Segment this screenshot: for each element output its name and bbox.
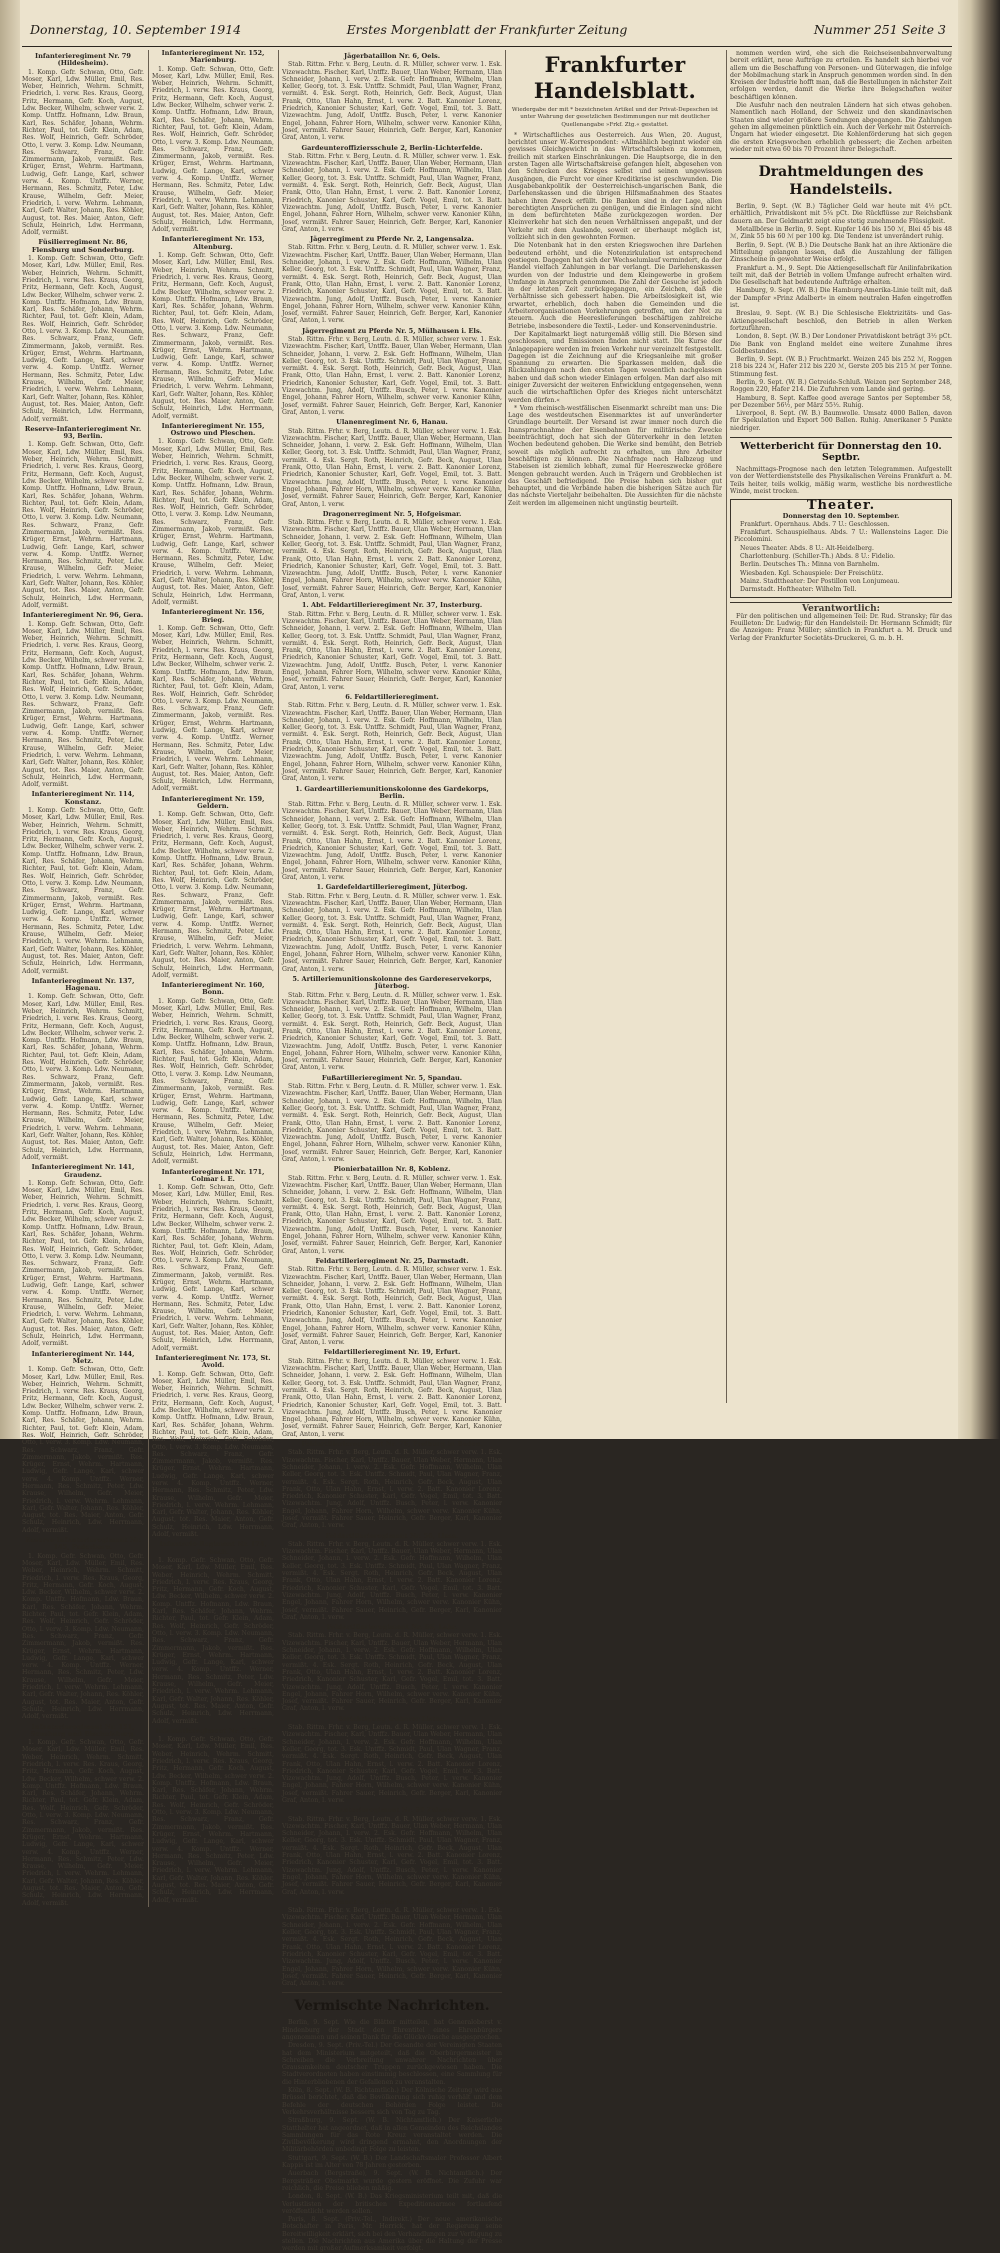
editor-headline: Verantwortlich:: [730, 602, 952, 613]
casualty-list-body: [22, 50, 274, 1907]
news-item: Paris, 8. Sept. (Priv.-Tel., Indirekt.) Der neue amerikanische Botschafter in Paris, Mr. Herrick, hat der Regierung seine Bereitwilligkeit erklärt, sich bei den Verhandlungen zur Verfügung zu stellen. Die Nachrichten aus Amerika über die Haltung der Presse werden mit großer Aufmerksamkeit verfolgt.: [282, 2216, 502, 2253]
handelsblatt-column: [508, 50, 722, 1403]
masthead: Erstes Morgenblatt der Frankfurter Zeitung: [346, 22, 628, 37]
regiment-heading: Infanterieregiment Nr. 153, Altenburg.: [161, 235, 265, 251]
regiment-heading: Infanterieregiment Nr. 96, Gera.: [22, 611, 144, 620]
regiment-heading: Infanterieregiment Nr. 173, St. Avold.: [155, 1353, 271, 1370]
news-item: Auerbach (Bergstraße), 9. Sept. (W. B. Nichtamtlich.) Der Bergsträßer Obstmarkt wurde gestern eröffnet. Die Zufuhr war reichlich, die Preise blieben mäßig.: [282, 2170, 502, 2192]
casualty-entry: 1. Komp. Gefr. Schwan, Otto, Gefr. Moser, Karl, Ldw. Müller, Emil, Res. Weber, Heinrich, Wehrm. Schmitt, Friedrich, l. verw. Res. Kraus, Georg, Fritz, Hermann, Gefr. Koch, August, Ldw. Becker, Wilhelm, schwer verw. 2. Komp. Untffz. Hofmann, Ldw. Braun, Karl, Res. Schäfer, Johann, Wehrm. Richter, Paul, tot. Gefr. Klein, Adam, Res. Wolf, Heinrich, Gefr. Schröder, Otto, l. verw. 3. Komp. Ldw. Neumann, Res. Schwarz, Franz, Gefr. Zimmermann, Jakob, vermißt. Res. Krüger, Ernst, Wehrm. Hartmann, Ludwig, Gefr. Lange, Karl, schwer verw. 4. Komp. Untffz. Werner, Hermann, Res. Schmitz, Peter, Ldw. Krause, Wilhelm, Gefr. Meier, Friedrich, l. verw. Wehrm. Lehmann, Karl, Gefr. Walter, Johann, Res. Köhler, August, tot. Res. Maier, Anton, Gefr. Schulz, Heinrich, Ldw. Herrmann, Adolf, vermißt.: [22, 993, 144, 1161]
theater-listing: Mainz. Stadttheater: Der Postillon von Lonjumeau.: [740, 577, 900, 585]
page-gutter: [0, 0, 20, 1439]
casualty-entry: Stab. Rittm. Frhr. v. Berg, Leutn. d. R. Müller, schwer verw. 1. Esk. Vizewachtm. Fischer, Karl, Untffz. Bauer, Ulan Weber, Hermann, Ulan Schneider, Johann, l. verw. 2. Esk. Gefr. Hoffmann, Wilhelm, Ulan Keller, Georg, tot. 3. Esk. Untffz. Schmidt, Paul, Ulan Wagner, Franz, vermißt. 4. Esk. Sergt. Roth, Heinrich, Gefr. Beck, August, Ulan Frank, Otto, Ulan Hahn, Ernst, l. verw. 2. Batt. Kanonier Lorenz, Friedrich, Kanonier Schuster, Karl, Gefr. Vogel, Emil, tot. 3. Batt. Vizewachtm. Jung, Adolf, Untffz. Busch, Peter, l. verw. Kanonier Engel, Johann, Fahrer Horn, Wilhelm, schwer verw. Kanonier Kühn, Josef, vermißt. Fahrer Sauer, Heinrich, Gefr. Berger, Karl, Kanonier Graf, Anton, l. verw.: [282, 1632, 502, 1713]
theater-listing: Wiesbaden. Kgl. Schauspiele: Der Freischütz.: [740, 569, 884, 577]
regiment-heading: Infanterieregiment Nr. 151, Sensburg und Bischofsburg.: [30, 1722, 136, 1738]
casualty-entry: 1. Komp. Gefr. Schwan, Otto, Gefr. Moser, Karl, Ldw. Müller, Emil, Res. Weber, Heinrich, Wehrm. Schmitt, Friedrich, l. verw. Res. Kraus, Georg, Fritz, Hermann, Gefr. Koch, August, Ldw. Becker, Wilhelm, schwer verw. 2. Komp. Untffz. Hofmann, Ldw. Braun, Karl, Res. Schäfer, Johann, Wehrm. Richter, Paul, tot. Gefr. Klein, Adam, Res. Wolf, Heinrich, Gefr. Schröder, Otto, l. verw. 3. Komp. Ldw. Neumann, Res. Schwarz, Franz, Gefr. Zimmermann, Jakob, vermißt. Res. Krüger, Ernst, Wehrm. Hartmann, Ludwig, Gefr. Lange, Karl, schwer verw. 4. Komp. Untffz. Werner, Hermann, Res. Schmitz, Peter, Ldw. Krause, Wilhelm, Gefr. Meier, Friedrich, l. verw. Wehrm. Lehmann, Karl, Gefr. Walter, Johann, Res. Köhler, August, tot. Res. Maier, Anton, Gefr. Schulz, Heinrich, Ldw. Herrmann, Adolf, vermißt.: [22, 1552, 144, 1721]
news-item: Straßburg, 9. Sept. (W. B. Nichtamtlich.) Der Kaiserliche Statthalter hat angeordnet, daß in allen Gemeinden des Reichslandes Sammlungen für das Rote Kreuz veranstaltet werden. Die Zivilbevölkerung wird dringend ermahnt, den Anordnungen der Militärbehörden unbedingt Folge zu leisten.: [282, 2117, 502, 2154]
casualty-entry: 1. Komp. Gefr. Schwan, Otto, Gefr. Moser, Karl, Ldw. Müller, Emil, Res. Weber, Heinrich, Wehrm. Schmitt, Friedrich, l. verw. Res. Kraus, Georg, Fritz, Hermann, Gefr. Koch, August, Ldw. Becker, Wilhelm, schwer verw. 2. Komp. Untffz. Hofmann, Ldw. Braun, Karl, Res. Schäfer, Johann, Wehrm. Richter, Paul, tot. Gefr. Klein, Adam, Res. Wolf, Heinrich, Gefr. Schröder, Otto, l. verw. 3. Komp. Ldw. Neumann, Res. Schwarz, Franz, Gefr. Zimmermann, Jakob, vermißt. Res. Krüger, Ernst, Wehrm. Hartmann, Ludwig, Gefr. Lange, Karl, schwer verw. 4. Komp. Untffz. Werner, Hermann, Res. Schmitz, Peter, Ldw. Krause, Wilhelm, Gefr. Meier, Friedrich, l. verw. Wehrm. Lehmann, Karl, Gefr. Walter, Johann, Res. Köhler, August, tot. Res. Maier, Anton, Gefr. Schulz, Heinrich, Ldw. Herrmann, Adolf, vermißt.: [22, 620, 144, 789]
trade-wire-headline: Drahtmeldungen des Handelsteils.: [730, 158, 952, 199]
weather-report-text: Nachmittags-Prognose nach den letzten Telegrammen. Aufgestellt von der Wetterdienststelle des Physikalischen Vereins Frankfurt a. M. Teils heiter, teils wolkig, mäßig warm, westliche bis nordwestliche Winde, meist trocken.: [730, 466, 952, 495]
casualty-entry: 1. Komp. Gefr. Schwan, Otto, Gefr. Moser, Karl, Ldw. Müller, Emil, Res. Weber, Heinrich, Wehrm. Schmitt, Friedrich, l. verw. Res. Kraus, Georg, Fritz, Hermann, Gefr. Koch, August, Ldw. Becker, Wilhelm, schwer verw. 2. Komp. Untffz. Hofmann, Ldw. Braun, Karl, Res. Schäfer, Johann, Wehrm. Richter, Paul, tot. Gefr. Klein, Adam, Res. Wolf, Heinrich, Gefr. Schröder, Otto, l. verw. 3. Komp. Ldw. Neumann, Res. Schwarz, Franz, Gefr. Zimmermann, Jakob, vermißt. Res. Krüger, Ernst, Wehrm. Hartmann, Ludwig, Gefr. Lange, Karl, schwer verw. 4. Komp. Untffz. Werner, Hermann, Res. Schmitz, Peter, Ldw. Krause, Wilhelm, Gefr. Meier, Friedrich, l. verw. Wehrm. Lehmann, Karl, Gefr. Walter, Johann, Res. Köhler, August, tot. Res. Maier, Anton, Gefr. Schulz, Heinrich, Ldw. Herrmann, Adolf, vermißt.: [22, 68, 144, 237]
regiment-heading: 1. Gardeartilleriemunitionskolonne des Gardekorps, Berlin.: [295, 784, 489, 800]
casualty-entry: Stab. Rittm. Frhr. v. Berg, Leutn. d. R. Müller, schwer verw. 1. Esk. Vizewachtm. Fischer, Karl, Untffz. Bauer, Ulan Weber, Hermann, Ulan Schneider, Johann, l. verw. 2. Esk. Gefr. Hoffmann, Wilhelm, Ulan Keller, Georg, tot. 3. Esk. Untffz. Schmidt, Paul, Ulan Wagner, Franz, vermißt. 4. Esk. Sergt. Roth, Heinrich, Gefr. Beck, August, Ulan Frank, Otto, Ulan Hahn, Ernst, l. verw. 2. Batt. Kanonier Lorenz, Friedrich, Kanonier Schuster, Karl, Gefr. Vogel, Emil, tot. 3. Batt. Vizewachtm. Jung, Adolf, Untffz. Busch, Peter, l. verw. Kanonier Engel, Johann, Fahrer Horn, Wilhelm, schwer verw. Kanonier Kühn, Josef, vermißt. Fahrer Sauer, Heinrich, Gefr. Berger, Karl, Kanonier Graf, Anton, l. verw.: [282, 1266, 502, 1347]
column-rule: [278, 50, 279, 1403]
theater-box: [730, 499, 952, 597]
regiment-heading: Reserve-Infanterieregiment Nr. 145, Paderborn.: [24, 1536, 142, 1552]
regiment-heading: Infanterieregiment Nr. 114, Konstanz.: [31, 790, 135, 806]
casualty-and-news-column: [282, 50, 502, 2253]
casualty-entry: Stab. Rittm. Frhr. v. Berg, Leutn. d. R. Müller, schwer verw. 1. Esk. Vizewachtm. Fischer, Karl, Untffz. Bauer, Ulan Weber, Hermann, Ulan Schneider, Johann, l. verw. 2. Esk. Gefr. Hoffmann, Wilhelm, Ulan Keller, Georg, tot. 3. Esk. Untffz. Schmidt, Paul, Ulan Wagner, Franz, vermißt. 4. Esk. Sergt. Roth, Heinrich, Gefr. Beck, August, Ulan Frank, Otto, Ulan Hahn, Ernst, l. verw. 2. Batt. Kanonier Lorenz, Friedrich, Kanonier Schuster, Karl, Gefr. Vogel, Emil, tot. 3. Batt. Vizewachtm. Jung, Adolf, Untffz. Busch, Peter, l. verw. Kanonier Engel, Johann, Fahrer Horn, Wilhelm, schwer verw. Kanonier Kühn, Josef, vermißt. Fahrer Sauer, Heinrich, Gefr. Berger, Karl, Kanonier Graf, Anton, l. verw.: [282, 1357, 502, 1438]
regiment-heading: 1. Abt. Feldartillerieregiment Nr. 37, Insterburg.: [301, 601, 483, 610]
miscellaneous-news-body: [282, 2019, 502, 2252]
regiment-heading: Feldartillerieregiment Nr. 25, Darmstadt.: [315, 1256, 469, 1265]
regiment-heading: Jägerbataillon Nr. 6, Oels.: [344, 52, 440, 60]
regiment-heading: Reserve-Infanterieregiment Nr. 93, Berlin.: [24, 424, 142, 441]
column-rule: [505, 50, 506, 1403]
theater-listing: Berlin. Deutsches Th.: Minna von Barnhelm.: [740, 561, 880, 569]
regiment-heading: Dragonerregiment Nr. 5, Hofgeismar.: [322, 509, 462, 518]
editor-text: Für den politischen und allgemeinen Teil: Dr. Rud. Stransky; für das Feuilleton: Dr. Ludwig; für den Handelsteil: Dr. Hermann Schmidt; für die Anzeigen: Franz Müller; sämtlich in Frankfurt a. M. Druck und Verlag der Frankfurter Societäts-Druckerei, G. m. b. H.: [730, 612, 952, 642]
regiment-heading: Pionierbataillon Nr. 8, Koblenz.: [333, 1165, 451, 1174]
regiment-heading: Ulanenregiment Nr. 6, Hanau.: [336, 418, 448, 427]
casualty-entry: 1. Komp. Gefr. Schwan, Otto, Gefr. Moser, Karl, Ldw. Müller, Emil, Res. Weber, Heinrich, Wehrm. Schmitt, Friedrich, l. verw. Res. Kraus, Georg, Fritz, Hermann, Gefr. Koch, August, Ldw. Becker, Wilhelm, schwer verw. 2. Komp. Untffz. Hofmann, Ldw. Braun, Karl, Res. Schäfer, Johann, Wehrm. Richter, Paul, tot. Gefr. Klein, Adam, Res. Wolf, Heinrich, Gefr. Schröder, Otto, l. verw. 3. Komp. Ldw. Neumann, Res. Schwarz, Franz, Gefr. Zimmermann, Jakob, vermißt. Res. Krüger, Ernst, Wehrm. Hartmann, Ludwig, Gefr. Lange, Karl, schwer verw. 4. Komp. Untffz. Werner, Hermann, Res. Schmitz, Peter, Ldw. Krause, Wilhelm, Gefr. Meier, Friedrich, l. verw. Wehrm. Lehmann, Karl, Gefr. Walter, Johann, Res. Köhler, August, tot. Res. Maier, Anton, Gefr. Schulz, Heinrich, Ldw. Herrmann, Adolf, vermißt.: [152, 811, 274, 979]
casualty-entry: 1. Komp. Gefr. Schwan, Otto, Gefr. Moser, Karl, Ldw. Müller, Emil, Res. Weber, Heinrich, Wehrm. Schmitt, Friedrich, l. verw. Res. Kraus, Georg, Fritz, Hermann, Gefr. Koch, August, Ldw. Becker, Wilhelm, schwer verw. 2. Komp. Untffz. Hofmann, Ldw. Braun, Karl, Res. Schäfer, Johann, Wehrm. Richter, Paul, tot. Gefr. Klein, Adam, Res. Wolf, Heinrich, Gefr. Schröder, Otto, l. verw. 3. Komp. Ldw. Neumann, Res. Schwarz, Franz, Gefr. Zimmermann, Jakob, vermißt. Res. Krüger, Ernst, Wehrm. Hartmann, Ludwig, Gefr. Lange, Karl, schwer verw. 4. Komp. Untffz. Werner, Hermann, Res. Schmitz, Peter, Ldw. Krause, Wilhelm, Gefr. Meier, Friedrich, l. verw. Wehrm. Lehmann, Karl, Gefr. Walter, Johann, Res. Köhler, August, tot. Res. Maier, Anton, Gefr. Schulz, Heinrich, Ldw. Herrmann, Adolf, vermißt.: [152, 997, 274, 1166]
book-binding: [958, 0, 1000, 1439]
wire-report: Berlin, 9. Sept. (W. B.) Die Deutsche Bank hat an ihre Aktionäre die Mitteilung gelangen lassen, daß die Auszahlung der fälligen Zinsscheine in gewohnter Weise erfolgt.: [730, 241, 952, 264]
wire-report: Metallbörse in Berlin, 9. Sept. Kupfer 146 bis 150 ℳ, Blei 45 bis 48 ℳ, Zink 55 bis 60 ℳ per 100 kg. Die Tendenz ist unverändert ruhig.: [730, 226, 952, 241]
issue-date: Donnerstag, 10. September 1914: [30, 22, 242, 37]
regiment-heading: Feldartillerieregiment Nr. 76, Freiburg in Baden.: [301, 1440, 483, 1449]
wire-report: Hamburg, 9. Sept. (W. B.) Die Hamburg-Amerika-Linie teilt mit, daß der Dampfer »Prinz Adalbert« in einem neutralen Hafen eingetroffen ist.: [730, 287, 952, 310]
regiment-heading: Infanterie-Regiment Nr. 174, Forbach.: [159, 1540, 267, 1556]
regiment-heading: Feldartillerieregiment Nr. 19, Erfurt.: [323, 1348, 461, 1357]
wire-report: Hamburg, 8. Sept. Kaffee good average Santos per September 58, per Dezember 56½, per März 55½. Ruhig.: [730, 394, 952, 409]
wire-report: Berlin, 9. Sept. (W. B.) Täglicher Geld war heute mit 4½ pCt. erhältlich, Privatdiskont mit 5¼ pCt. Die Rückflüsse zur Reichsbank dauern an. Der Geldmarkt zeigt eine stetig zunehmende Flüssigkeit.: [730, 203, 952, 225]
casualty-entry: 1. Komp. Gefr. Schwan, Otto, Gefr. Moser, Karl, Ldw. Müller, Emil, Res. Weber, Heinrich, Wehrm. Schmitt, Friedrich, l. verw. Res. Kraus, Georg, Fritz, Hermann, Gefr. Koch, August, Ldw. Becker, Wilhelm, schwer verw. 2. Komp. Untffz. Hofmann, Ldw. Braun, Karl, Res. Schäfer, Johann, Wehrm. Richter, Paul, tot. Gefr. Klein, Adam, Res. Wolf, Heinrich, Gefr. Schröder, Otto, l. verw. 3. Komp. Ldw. Neumann, Res. Schwarz, Franz, Gefr. Zimmermann, Jakob, vermißt. Res. Krüger, Ernst, Wehrm. Hartmann, Ludwig, Gefr. Lange, Karl, schwer verw. 4. Komp. Untffz. Werner, Hermann, Res. Schmitz, Peter, Ldw. Krause, Wilhelm, Gefr. Meier, Friedrich, l. verw. Wehrm. Lehmann, Karl, Gefr. Walter, Johann, Res. Köhler, August, tot. Res. Maier, Anton, Gefr. Schulz, Heinrich, Ldw. Herrmann, Adolf, vermißt.: [152, 624, 274, 793]
casualty-entry: Stab. Rittm. Frhr. v. Berg, Leutn. d. R. Müller, schwer verw. 1. Esk. Vizewachtm. Fischer, Karl, Untffz. Bauer, Ulan Weber, Hermann, Ulan Schneider, Johann, l. verw. 2. Esk. Gefr. Hoffmann, Wilhelm, Ulan Keller, Georg, tot. 3. Esk. Untffz. Schmidt, Paul, Ulan Wagner, Franz, vermißt. 4. Esk. Sergt. Roth, Heinrich, Gefr. Beck, August, Ulan Frank, Otto, Ulan Hahn, Ernst, l. verw. 2. Batt. Kanonier Lorenz, Friedrich, Kanonier Schuster, Karl, Gefr. Vogel, Emil, tot. 3. Batt. Vizewachtm. Jung, Adolf, Untffz. Busch, Peter, l. verw. Kanonier Engel, Johann, Fahrer Horn, Wilhelm, schwer verw. Kanonier Kühn, Josef, vermißt. Fahrer Sauer, Heinrich, Gefr. Berger, Karl, Kanonier Graf, Anton, l. verw.: [282, 152, 502, 233]
casualty-entry: Stab. Rittm. Frhr. v. Berg, Leutn. d. R. Müller, schwer verw. 1. Esk. Vizewachtm. Fischer, Karl, Untffz. Bauer, Ulan Weber, Hermann, Ulan Schneider, Johann, l. verw. 2. Esk. Gefr. Hoffmann, Wilhelm, Ulan Keller, Georg, tot. 3. Esk. Untffz. Schmidt, Paul, Ulan Wagner, Franz, vermißt. 4. Esk. Sergt. Roth, Heinrich, Gefr. Beck, August, Ulan Frank, Otto, Ulan Hahn, Ernst, l. verw. 2. Batt. Kanonier Lorenz, Friedrich, Kanonier Schuster, Karl, Gefr. Vogel, Emil, tot. 3. Batt. Vizewachtm. Jung, Adolf, Untffz. Busch, Peter, l. verw. Kanonier Engel, Johann, Fahrer Horn, Wilhelm, schwer verw. Kanonier Kühn, Josef, vermißt. Fahrer Sauer, Heinrich, Gefr. Berger, Karl, Kanonier Graf, Anton, l. verw.: [282, 801, 502, 882]
casualty-entry: 1. Komp. Gefr. Schwan, Otto, Gefr. Moser, Karl, Ldw. Müller, Emil, Res. Weber, Heinrich, Wehrm. Schmitt, Friedrich, l. verw. Res. Kraus, Georg, Fritz, Hermann, Gefr. Koch, August, Ldw. Becker, Wilhelm, schwer verw. 2. Komp. Untffz. Hofmann, Ldw. Braun, Karl, Res. Schäfer, Johann, Wehrm. Richter, Paul, tot. Gefr. Klein, Adam, Res. Wolf, Heinrich, Gefr. Schröder, Otto, l. verw. 3. Komp. Ldw. Neumann, Res. Schwarz, Franz, Gefr. Zimmermann, Jakob, vermißt. Res. Krüger, Ernst, Wehrm. Hartmann, Ludwig, Gefr. Lange, Karl, schwer verw. 4. Komp. Untffz. Werner, Hermann, Res. Schmitz, Peter, Ldw. Krause, Wilhelm, Gefr. Meier, Friedrich, l. verw. Wehrm. Lehmann, Karl, Gefr. Walter, Johann, Res. Köhler, August, tot. Res. Maier, Anton, Gefr. Schulz, Heinrich, Ldw. Herrmann, Adolf, vermißt.: [152, 1556, 274, 1725]
regiment-heading: Infanterieregiment Nr. 160, Bonn.: [161, 981, 265, 997]
regiment-heading: Infanterieregiment Nr. 156, Brieg.: [161, 608, 265, 624]
news-item: Stuttgart, 9. Sept. (W. B.) Der Landschaftsmaler Professor Albert Kappis ist im Alter von 78 Jahren gestorben.: [282, 2154, 502, 2170]
casualty-entry: 1. Komp. Gefr. Schwan, Otto, Gefr. Moser, Karl, Ldw. Müller, Emil, Res. Weber, Heinrich, Wehrm. Schmitt, Friedrich, l. verw. Res. Kraus, Georg, Fritz, Hermann, Gefr. Koch, August, Ldw. Becker, Wilhelm, schwer verw. 2. Komp. Untffz. Hofmann, Ldw. Braun, Karl, Res. Schäfer, Johann, Wehrm. Richter, Paul, tot. Gefr. Klein, Adam, Res. Wolf, Heinrich, Gefr. Schröder, Otto, l. verw. 3. Komp. Ldw. Neumann, Res. Schwarz, Franz, Gefr. Zimmermann, Jakob, vermißt. Res. Krüger, Ernst, Wehrm. Hartmann, Ludwig, Gefr. Lange, Karl, schwer verw. 4. Komp. Untffz. Werner, Hermann, Res. Schmitz, Peter, Ldw. Krause, Wilhelm, Gefr. Meier, Friedrich, l. verw. Wehrm. Lehmann, Karl, Gefr. Walter, Johann, Res. Köhler, August, tot. Res. Maier, Anton, Gefr. Schulz, Heinrich, Ldw. Herrmann, Adolf, vermißt.: [152, 65, 274, 234]
handelsblatt-articles: [508, 132, 722, 507]
casualty-entry: Stab. Rittm. Frhr. v. Berg, Leutn. d. R. Müller, schwer verw. 1. Esk. Vizewachtm. Fischer, Karl, Untffz. Bauer, Ulan Weber, Hermann, Ulan Schneider, Johann, l. verw. 2. Esk. Gefr. Hoffmann, Wilhelm, Ulan Keller, Georg, tot. 3. Esk. Untffz. Schmidt, Paul, Ulan Wagner, Franz, vermißt. 4. Esk. Sergt. Roth, Heinrich, Gefr. Beck, August, Ulan Frank, Otto, Ulan Hahn, Ernst, l. verw. 2. Batt. Kanonier Lorenz, Friedrich, Kanonier Schuster, Karl, Gefr. Vogel, Emil, tot. 3. Batt. Vizewachtm. Jung, Adolf, Untffz. Busch, Peter, l. verw. Kanonier Engel, Johann, Fahrer Horn, Wilhelm, schwer verw. Kanonier Kühn, Josef, vermißt. Fahrer Sauer, Heinrich, Gefr. Berger, Karl, Kanonier Graf, Anton, l. verw.: [282, 427, 502, 508]
regiment-heading: Fußartillerieregiment Nr. 5, Spandau.: [321, 1073, 463, 1082]
regiment-heading: 6. Feldartillerieregiment.: [345, 692, 439, 701]
casualty-entry: Stab. Rittm. Frhr. v. Berg, Leutn. d. R. Müller, schwer verw. 1. Esk. Vizewachtm. Fischer, Karl, Untffz. Bauer, Ulan Weber, Hermann, Ulan Schneider, Johann, l. verw. 2. Esk. Gefr. Hoffmann, Wilhelm, Ulan Keller, Georg, tot. 3. Esk. Untffz. Schmidt, Paul, Ulan Wagner, Franz, vermißt. 4. Esk. Sergt. Roth, Heinrich, Gefr. Beck, August, Ulan Frank, Otto, Ulan Hahn, Ernst, l. verw. 2. Batt. Kanonier Lorenz, Friedrich, Kanonier Schuster, Karl, Gefr. Vogel, Emil, tot. 3. Batt. Vizewachtm. Jung, Adolf, Untffz. Busch, Peter, l. verw. Kanonier Engel, Johann, Fahrer Horn, Wilhelm, schwer verw. Kanonier Kühn, Josef, vermißt. Fahrer Sauer, Heinrich, Gefr. Berger, Karl, Kanonier Graf, Anton, l. verw.: [282, 991, 502, 1072]
economic-article: * Wirtschaftliches aus Oesterreich. Aus Wien, 20. August, berichtet unser W.-Korrespondent: »Allmählich beginnt wieder ein gewisses Gleichgewicht in das Wirtschaftsleben zu kommen, freilich mit starken Einschränkungen. Die Hauptsorge, die in den ersten Tagen alle Wirtschaftskreise gefangen hielt, abgesehen von den Schrecken des Krieges selbst und seinen ungewissen Ausgängen, die Furcht vor einer Kreditkrise ist geschwunden. Die Ausgabebankpolitik der Oesterreichisch-ungarischen Bank, die Darlehenskassen und die übrigen Hilfsmaßnahmen des Staates haben ihren Zweck erfüllt. Die Banken sind in der Lage, allen berechtigten Ansprüchen zu genügen, und die Einlagen sind nicht in dem befürchteten Maße zurückgezogen worden. Der Kleinverkehr hat sich den neuen Verhältnissen angepaßt, und der Verkehr mit dem Auslande, soweit er überhaupt möglich ist, vollzieht sich in den gewohnten Formen.: [508, 131, 722, 242]
casualty-entry: 1. Komp. Gefr. Schwan, Otto, Gefr. Moser, Karl, Ldw. Müller, Emil, Res. Weber, Heinrich, Wehrm. Schmitt, Friedrich, l. verw. Res. Kraus, Georg, Fritz, Hermann, Gefr. Koch, August, Ldw. Becker, Wilhelm, schwer verw. 2. Komp. Untffz. Hofmann, Ldw. Braun, Karl, Res. Schäfer, Johann, Wehrm. Richter, Paul, tot. Gefr. Klein, Adam, Res. Wolf, Heinrich, Gefr. Schröder, Otto, l. verw. 3. Komp. Ldw. Neumann, Res. Schwarz, Franz, Gefr. Zimmermann, Jakob, vermißt. Res. Krüger, Ernst, Wehrm. Hartmann, Ludwig, Gefr. Lange, Karl, schwer verw. 4. Komp. Untffz. Werner, Hermann, Res. Schmitz, Peter, Ldw. Krause, Wilhelm, Gefr. Meier, Friedrich, l. verw. Wehrm. Lehmann, Karl, Gefr. Walter, Johann, Res. Köhler, August, tot. Res. Maier, Anton, Gefr. Schulz, Heinrich, Ldw. Herrmann, Adolf, vermißt.: [22, 806, 144, 975]
page-number: Nummer 251 Seite 3: [813, 22, 946, 37]
theater-listing: Charlottenburg. (Schiller-Th.) Abds. 8 U.: Fidelio.: [740, 553, 895, 561]
casualty-entry: 1. Komp. Gefr. Schwan, Otto, Gefr. Moser, Karl, Ldw. Müller, Emil, Res. Weber, Heinrich, Wehrm. Schmitt, Friedrich, l. verw. Res. Kraus, Georg, Fritz, Hermann, Gefr. Koch, August, Ldw. Becker, Wilhelm, schwer verw. 2. Komp. Untffz. Hofmann, Ldw. Braun, Karl, Res. Schäfer, Johann, Wehrm. Richter, Paul, tot. Gefr. Klein, Adam, Res. Wolf, Heinrich, Gefr. Schröder, Otto, l. verw. 3. Komp. Ldw. Neumann, Res. Schwarz, Franz, Gefr. Zimmermann, Jakob, vermißt. Res. Krüger, Ernst, Wehrm. Hartmann, Ludwig, Gefr. Lange, Karl, schwer verw. 4. Komp. Untffz. Werner, Hermann, Res. Schmitz, Peter, Ldw. Krause, Wilhelm, Gefr. Meier, Friedrich, l. verw. Wehrm. Lehmann, Karl, Gefr. Walter, Johann, Res. Köhler, August, tot. Res. Maier, Anton, Gefr. Schulz, Heinrich, Ldw. Herrmann, Adolf, vermißt.: [152, 1184, 274, 1352]
news-item: Köln, 8. Sept. (W. B. Richtamtlich.) Der Kölnische Zeitung wird aus Brüssel berichtet, daß die Bevölkerung sich ruhig verhält und dem Befehle der deutschen Behörden Folge leistet. Die Verkehrsverhältnisse bessern sich von Tag zu Tag.: [282, 2087, 502, 2116]
news-item: Berlin, 9. Sept. Wie die Blätter mitteilen, hat Generaloberst v. Hindenburg der Stadt den Ehrentitel eines Ehrenbürgers angenommen und seinen Dank für die Glückwünsche ausgesprochen.: [282, 2019, 502, 2041]
theater-listing: Neues Theater. Abds. 8 U.: Alt-Heidelberg.: [740, 544, 874, 552]
casualty-entry: Stab. Rittm. Frhr. v. Berg, Leutn. d. R. Müller, schwer verw. 1. Esk. Vizewachtm. Fischer, Karl, Untffz. Bauer, Ulan Weber, Hermann, Ulan Schneider, Johann, l. verw. 2. Esk. Gefr. Hoffmann, Wilhelm, Ulan Keller, Georg, tot. 3. Esk. Untffz. Schmidt, Paul, Ulan Wagner, Franz, vermißt. 4. Esk. Sergt. Roth, Heinrich, Gefr. Beck, August, Ulan Frank, Otto, Ulan Hahn, Ernst, l. verw. 2. Batt. Kanonier Lorenz, Friedrich, Kanonier Schuster, Karl, Gefr. Vogel, Emil, tot. 3. Batt. Vizewachtm. Jung, Adolf, Untffz. Busch, Peter, l. verw. Kanonier Engel, Johann, Fahrer Horn, Wilhelm, schwer verw. Kanonier Kühn, Josef, vermißt. Fahrer Sauer, Heinrich, Gefr. Berger, Karl, Kanonier Graf, Anton, l. verw.: [282, 1083, 502, 1164]
casualty-entry: 1. Komp. Gefr. Schwan, Otto, Gefr. Moser, Karl, Ldw. Müller, Emil, Res. Weber, Heinrich, Wehrm. Schmitt, Friedrich, l. verw. Res. Kraus, Georg, Fritz, Hermann, Gefr. Koch, August, Ldw. Becker, Wilhelm, schwer verw. 2. Komp. Untffz. Hofmann, Ldw. Braun, Karl, Res. Schäfer, Johann, Wehrm. Richter, Paul, tot. Gefr. Klein, Adam, Res. Wolf, Heinrich, Gefr. Schröder, Otto, l. verw. 3. Komp. Ldw. Neumann, Res. Schwarz, Franz, Gefr. Zimmermann, Jakob, vermißt. Res. Krüger, Ernst, Wehrm. Hartmann, Ludwig, Gefr. Lange, Karl, schwer verw. 4. Komp. Untffz. Werner, Hermann, Res. Schmitz, Peter, Ldw. Krause, Wilhelm, Gefr. Meier, Friedrich, l. verw. Wehrm. Lehmann, Karl, Gefr. Walter, Johann, Res. Köhler, August, tot. Res. Maier, Anton, Gefr. Schulz, Heinrich, Ldw. Herrmann, Adolf, vermißt.: [22, 255, 144, 423]
casualty-entry: Stab. Rittm. Frhr. v. Berg, Leutn. d. R. Müller, schwer verw. 1. Esk. Vizewachtm. Fischer, Karl, Untffz. Bauer, Ulan Weber, Hermann, Ulan Schneider, Johann, l. verw. 2. Esk. Gefr. Hoffmann, Wilhelm, Ulan Keller, Georg, tot. 3. Esk. Untffz. Schmidt, Paul, Ulan Wagner, Franz, vermißt. 4. Esk. Sergt. Roth, Heinrich, Gefr. Beck, August, Ulan Frank, Otto, Ulan Hahn, Ernst, l. verw. 2. Batt. Kanonier Lorenz, Friedrich, Kanonier Schuster, Karl, Gefr. Vogel, Emil, tot. 3. Batt. Vizewachtm. Jung, Adolf, Untffz. Busch, Peter, l. verw. Kanonier Engel, Johann, Fahrer Horn, Wilhelm, schwer verw. Kanonier Kühn, Josef, vermißt. Fahrer Sauer, Heinrich, Gefr. Berger, Karl, Kanonier Graf, Anton, l. verw.: [282, 61, 502, 142]
news-item: Dresden, 9. Sept. (Priv.-Tel.) Der Gesandte der Vereinigten Staaten hat dem Ministerium mitgeteilt, daß die Oberbürgermeister in Schreiben die Verbreitung unwahrer Nachrichten über Grausamkeiten deutscher Truppen zurückgewiesen haben. Die Stadtverordneten haben einstimmig beschlossen, eine Sammlung für die Hinterbliebenen der Gefallenen zu veranstalten.: [282, 2042, 502, 2086]
casualty-entry: Stab. Rittm. Frhr. v. Berg, Leutn. d. R. Müller, schwer verw. 1. Esk. Vizewachtm. Fischer, Karl, Untffz. Bauer, Ulan Weber, Hermann, Ulan Schneider, Johann, l. verw. 2. Esk. Gefr. Hoffmann, Wilhelm, Ulan Keller, Georg, tot. 3. Esk. Untffz. Schmidt, Paul, Ulan Wagner, Franz, vermißt. 4. Esk. Sergt. Roth, Heinrich, Gefr. Beck, August, Ulan Frank, Otto, Ulan Hahn, Ernst, l. verw. 2. Batt. Kanonier Lorenz, Friedrich, Kanonier Schuster, Karl, Gefr. Vogel, Emil, tot. 3. Batt. Vizewachtm. Jung, Adolf, Untffz. Busch, Peter, l. verw. Kanonier Engel, Johann, Fahrer Horn, Wilhelm, schwer verw. Kanonier Kühn, Josef, vermißt. Fahrer Sauer, Heinrich, Gefr. Berger, Karl, Kanonier Graf, Anton, l. verw.: [282, 1174, 502, 1255]
casualty-entry: Stab. Rittm. Frhr. v. Berg, Leutn. d. R. Müller, schwer verw. 1. Esk. Vizewachtm. Fischer, Karl, Untffz. Bauer, Ulan Weber, Hermann, Ulan Schneider, Johann, l. verw. 2. Esk. Gefr. Hoffmann, Wilhelm, Ulan Keller, Georg, tot. 3. Esk. Untffz. Schmidt, Paul, Ulan Wagner, Franz, vermißt. 4. Esk. Sergt. Roth, Heinrich, Gefr. Beck, August, Ulan Frank, Otto, Ulan Hahn, Ernst, l. verw. 2. Batt. Kanonier Lorenz, Friedrich, Kanonier Schuster, Karl, Gefr. Vogel, Emil, tot. 3. Batt. Vizewachtm. Jung, Adolf, Untffz. Busch, Peter, l. verw. Kanonier Engel, Johann, Fahrer Horn, Wilhelm, schwer verw. Kanonier Kühn, Josef, vermißt. Fahrer Sauer, Heinrich, Gefr. Berger, Karl, Kanonier Graf, Anton, l. verw.: [282, 702, 502, 783]
regiment-heading: Jägerregiment zu Pferde Nr. 2, Langensalza.: [310, 235, 474, 244]
casualty-entry: Stab. Rittm. Frhr. v. Berg, Leutn. d. R. Müller, schwer verw. 1. Esk. Vizewachtm. Fischer, Karl, Untffz. Bauer, Ulan Weber, Hermann, Ulan Schneider, Johann, l. verw. 2. Esk. Gefr. Hoffmann, Wilhelm, Ulan Keller, Georg, tot. 3. Esk. Untffz. Schmidt, Paul, Ulan Wagner, Franz, vermißt. 4. Esk. Sergt. Roth, Heinrich, Gefr. Beck, August, Ulan Frank, Otto, Ulan Hahn, Ernst, l. verw. 2. Batt. Kanonier Lorenz, Friedrich, Kanonier Schuster, Karl, Gefr. Vogel, Emil, tot. 3. Batt. Vizewachtm. Jung, Adolf, Untffz. Busch, Peter, l. verw. Kanonier Engel, Johann, Fahrer Horn, Wilhelm, schwer verw. Kanonier Kühn, Josef, vermißt. Fahrer Sauer, Heinrich, Gefr. Berger, Karl, Kanonier Graf, Anton, l. verw.: [282, 892, 502, 973]
casualty-entry: Stab. Rittm. Frhr. v. Berg, Leutn. d. R. Müller, schwer verw. 1. Esk. Vizewachtm. Fischer, Karl, Untffz. Bauer, Ulan Weber, Hermann, Ulan Schneider, Johann, l. verw. 2. Esk. Gefr. Hoffmann, Wilhelm, Ulan Keller, Georg, tot. 3. Esk. Untffz. Schmidt, Paul, Ulan Wagner, Franz, vermißt. 4. Esk. Sergt. Roth, Heinrich, Gefr. Beck, August, Ulan Frank, Otto, Ulan Hahn, Ernst, l. verw. 2. Batt. Kanonier Lorenz, Friedrich, Kanonier Schuster, Karl, Gefr. Vogel, Emil, tot. 3. Batt. Vizewachtm. Jung, Adolf, Untffz. Busch, Peter, l. verw. Kanonier Engel, Johann, Fahrer Horn, Wilhelm, schwer verw. Kanonier Kühn, Josef, vermißt. Fahrer Sauer, Heinrich, Gefr. Berger, Karl, Kanonier Graf, Anton, l. verw.: [282, 519, 502, 600]
casualty-entry: Stab. Rittm. Frhr. v. Berg, Leutn. d. R. Müller, schwer verw. 1. Esk. Vizewachtm. Fischer, Karl, Untffz. Bauer, Ulan Weber, Hermann, Ulan Schneider, Johann, l. verw. 2. Esk. Gefr. Hoffmann, Wilhelm, Ulan Keller, Georg, tot. 3. Esk. Untffz. Schmidt, Paul, Ulan Wagner, Franz, vermißt. 4. Esk. Sergt. Roth, Heinrich, Gefr. Beck, August, Ulan Frank, Otto, Ulan Hahn, Ernst, l. verw. 2. Batt. Kanonier Lorenz, Friedrich, Kanonier Schuster, Karl, Gefr. Vogel, Emil, tot. 3. Batt. Vizewachtm. Jung, Adolf, Untffz. Busch, Peter, l. verw. Kanonier Engel, Johann, Fahrer Horn, Wilhelm, schwer verw. Kanonier Kühn, Josef, vermißt. Fahrer Sauer, Heinrich, Gefr. Berger, Karl, Kanonier Graf, Anton, l. verw.: [282, 1815, 502, 1896]
wire-report: Breslau, 9. Sept. (W. B.) Die Schlesische Elektrizitäts- und Gas-Aktiengesellschaft beschloß, den Betrieb in allen Werken fortzuführen.: [730, 310, 952, 332]
casualty-list-column: [22, 49, 274, 1907]
theater-listing: Frankfurt. Schauspielhaus. Abds. 7 U.: Wallensteins Lager. Die Piccolomini.: [734, 529, 948, 544]
casualty-entry: 1. Komp. Gefr. Schwan, Otto, Gefr. Moser, Karl, Ldw. Müller, Emil, Res. Weber, Heinrich, Wehrm. Schmitt, Friedrich, l. verw. Res. Kraus, Georg, Fritz, Hermann, Gefr. Koch, August, Ldw. Becker, Wilhelm, schwer verw. 2. Komp. Untffz. Hofmann, Ldw. Braun, Karl, Res. Schäfer, Johann, Wehrm. Richter, Paul, tot. Gefr. Klein, Adam, Res. Wolf, Heinrich, Gefr. Schröder, Otto, l. verw. 3. Komp. Ldw. Neumann, Res. Schwarz, Franz, Gefr. Zimmermann, Jakob, vermißt. Res. Krüger, Ernst, Wehrm. Hartmann, Ludwig, Gefr. Lange, Karl, schwer verw. 4. Komp. Untffz. Werner, Hermann, Res. Schmitz, Peter, Ldw. Krause, Wilhelm, Gefr. Meier, Friedrich, l. verw. Wehrm. Lehmann, Karl, Gefr. Walter, Johann, Res. Köhler, August, tot. Res. Maier, Anton, Gefr. Schulz, Heinrich, Ldw. Herrmann, Adolf, vermißt.: [22, 1179, 144, 1348]
regiment-heading: Infanterieregiment Nr. 144, Metz.: [31, 1349, 135, 1365]
regiment-heading: Jägerregiment zu Pferde Nr. 5, Mülhausen i. Els.: [302, 326, 482, 335]
miscellaneous-news-headline: Vermischte Nachrichten.: [282, 1992, 502, 2015]
wire-report: Liverpool, 8. Sept. (W. B.) Baumwolle. Umsatz 4000 Ballen, davon für Spekulation und Export 500 Ballen. Ruhig. Amerikaner 5 Punkte niedriger.: [730, 410, 952, 432]
regiment-heading: Infanterieregiment Nr. 79 (Hildesheim).: [35, 52, 131, 68]
regiment-heading: Jägerregiment zu Pferde Nr. 5 Mülhausen i. Els.: [303, 1897, 481, 1906]
casualty-entry: Stab. Rittm. Frhr. v. Berg, Leutn. d. R. Müller, schwer verw. 1. Esk. Vizewachtm. Fischer, Karl, Untffz. Bauer, Ulan Weber, Hermann, Ulan Schneider, Johann, l. verw. 2. Esk. Gefr. Hoffmann, Wilhelm, Ulan Keller, Georg, tot. 3. Esk. Untffz. Schmidt, Paul, Ulan Wagner, Franz, vermißt. 4. Esk. Sergt. Roth, Heinrich, Gefr. Beck, August, Ulan Frank, Otto, Ulan Hahn, Ernst, l. verw. 2. Batt. Kanonier Lorenz, Friedrich, Kanonier Schuster, Karl, Gefr. Vogel, Emil, tot. 3. Batt. Vizewachtm. Jung, Adolf, Untffz. Busch, Peter, l. verw. Kanonier Engel, Johann, Fahrer Horn, Wilhelm, schwer verw. Kanonier Kühn, Josef, vermißt. Fahrer Sauer, Heinrich, Gefr. Berger, Karl, Kanonier Graf, Anton, l. verw.: [282, 1540, 502, 1621]
regiment-heading: 1. Gardefeldartillerieregiment, Jüterbog.: [316, 883, 468, 892]
regiment-heading: 5. Artilleriemunitionskolonne des Gardereservekorps, Jüterbog.: [292, 974, 492, 991]
wire-report: Frankfurt a. M., 9. Sept. Die Aktiengesellschaft für Anilinfabrikation teilt mit, daß der Betrieb in vollem Umfange aufrecht erhalten wird. Die Gesellschaft hat bedeutende Aufträge erhalten.: [730, 264, 952, 287]
theater-title: Theater.: [806, 498, 876, 514]
casualty-entry: 1. Komp. Gefr. Schwan, Otto, Gefr. Moser, Karl, Ldw. Müller, Emil, Res. Weber, Heinrich, Wehrm. Schmitt, Friedrich, l. verw. Res. Kraus, Georg, Fritz, Hermann, Gefr. Koch, August, Ldw. Becker, Wilhelm, schwer verw. 2. Komp. Untffz. Hofmann, Ldw. Braun, Karl, Res. Schäfer, Johann, Wehrm. Richter, Paul, tot. Gefr. Klein, Adam, Res. Wolf, Heinrich, Gefr. Schröder, Otto, l. verw. 3. Komp. Ldw. Neumann, Res. Schwarz, Franz, Gefr. Zimmermann, Jakob, vermißt. Res. Krüger, Ernst, Wehrm. Hartmann, Ludwig, Gefr. Lange, Karl, schwer verw. 4. Komp. Untffz. Werner, Hermann, Res. Schmitz, Peter, Ldw. Krause, Wilhelm, Gefr. Meier, Friedrich, l. verw. Wehrm. Lehmann, Karl, Gefr. Walter, Johann, Res. Köhler, August, tot. Res. Maier, Anton, Gefr. Schulz, Heinrich, Ldw. Herrmann, Adolf, vermißt.: [152, 438, 274, 606]
regiment-heading: Berichtigung früherer Listen.: [337, 1714, 447, 1723]
casualty-entry: Stab. Rittm. Frhr. v. Berg, Leutn. d. R. Müller, schwer verw. 1. Esk. Vizewachtm. Fischer, Karl, Untffz. Bauer, Ulan Weber, Hermann, Ulan Schneider, Johann, l. verw. 2. Esk. Gefr. Hoffmann, Wilhelm, Ulan Keller, Georg, tot. 3. Esk. Untffz. Schmidt, Paul, Ulan Wagner, Franz, vermißt. 4. Esk. Sergt. Roth, Heinrich, Gefr. Beck, August, Ulan Frank, Otto, Ulan Hahn, Ernst, l. verw. 2. Batt. Kanonier Lorenz, Friedrich, Kanonier Schuster, Karl, Gefr. Vogel, Emil, tot. 3. Batt. Vizewachtm. Jung, Adolf, Untffz. Busch, Peter, l. verw. Kanonier Engel, Johann, Fahrer Horn, Wilhelm, schwer verw. Kanonier Kühn, Josef, vermißt. Fahrer Sauer, Heinrich, Gefr. Berger, Karl, Kanonier Graf, Anton, l. verw.: [282, 1724, 502, 1804]
economic-article: Der Kapitalmarkt liegt naturgemäß völlig still. Die Börsen sind geschlossen, und Emissionen finden nicht statt. Die Kurse der Anlagepapiere werden im freien Verkehr nur vereinzelt festgestellt. Dagegen ist die Zeichnung auf die Kriegsanleihe mit großer Spannung zu erwarten. Die Sparkassen melden, daß die Rückzahlungen nach den ersten Tagen wesentlich nachgelassen haben und daß schon wieder Einlagen erfolgen. Man darf also mit einiger Zuversicht der weiteren Entwicklung entgegensehen, wenn auch die wirtschaftlichen Opfer des Krieges nicht unterschätzt werden dürfen.«: [508, 330, 722, 404]
casualty-entry: 1. Komp. Gefr. Schwan, Otto, Gefr. Moser, Karl, Ldw. Müller, Emil, Res. Weber, Heinrich, Wehrm. Schmitt, Friedrich, l. verw. Res. Kraus, Georg, Fritz, Hermann, Gefr. Koch, August, Ldw. Becker, Wilhelm, schwer verw. 2. Komp. Untffz. Hofmann, Ldw. Braun, Karl, Res. Schäfer, Johann, Wehrm. Richter, Paul, tot. Gefr. Klein, Adam, Res. Wolf, Heinrich, Gefr. Schröder, Otto, l. verw. 3. Komp. Ldw. Neumann, Res. Schwarz, Franz, Gefr. Zimmermann, Jakob, vermißt. Res. Krüger, Ernst, Wehrm. Hartmann, Ludwig, Gefr. Lange, Karl, schwer verw. 4. Komp. Untffz. Werner, Hermann, Res. Schmitz, Peter, Ldw. Krause, Wilhelm, Gefr. Meier, Friedrich, l. verw. Wehrm. Lehmann, Karl, Gefr. Walter, Johann, Res. Köhler, August, tot. Res. Maier, Anton, Gefr. Schulz, Heinrich, Ldw. Herrmann, Adolf, vermißt.: [22, 1366, 144, 1534]
casualty-entry: 1. Komp. Gefr. Schwan, Otto, Gefr. Moser, Karl, Ldw. Müller, Emil, Res. Weber, Heinrich, Wehrm. Schmitt, Friedrich, l. verw. Res. Kraus, Georg, Fritz, Hermann, Gefr. Koch, August, Ldw. Becker, Wilhelm, schwer verw. 2. Komp. Untffz. Hofmann, Ldw. Braun, Karl, Res. Schäfer, Johann, Wehrm. Richter, Paul, tot. Gefr. Klein, Adam, Res. Wolf, Heinrich, Gefr. Schröder, Otto, l. verw. 3. Komp. Ldw. Neumann, Res. Schwarz, Franz, Gefr. Zimmermann, Jakob, vermißt. Res. Krüger, Ernst, Wehrm. Hartmann, Ludwig, Gefr. Lange, Karl, schwer verw. 4. Komp. Untffz. Werner, Hermann, Res. Schmitz, Peter, Ldw. Krause, Wilhelm, Gefr. Meier, Friedrich, l. verw. Wehrm. Lehmann, Karl, Gefr. Walter, Johann, Res. Köhler, August, tot. Res. Maier, Anton, Gefr. Schulz, Heinrich, Ldw. Herrmann, Adolf, vermißt.: [22, 1739, 144, 1907]
casualty-entry: Stab. Rittm. Frhr. v. Berg, Leutn. d. R. Müller, schwer verw. 1. Esk. Vizewachtm. Fischer, Karl, Untffz. Bauer, Ulan Weber, Hermann, Ulan Schneider, Johann, l. verw. 2. Esk. Gefr. Hoffmann, Wilhelm, Ulan Keller, Georg, tot. 3. Esk. Untffz. Schmidt, Paul, Ulan Wagner, Franz, vermißt. 4. Esk. Sergt. Roth, Heinrich, Gefr. Beck, August, Ulan Frank, Otto, Ulan Hahn, Ernst, l. verw. 2. Batt. Kanonier Lorenz, Friedrich, Kanonier Schuster, Karl, Gefr. Vogel, Emil, tot. 3. Batt. Vizewachtm. Jung, Adolf, Untffz. Busch, Peter, l. verw. Kanonier Engel, Johann, Fahrer Horn, Wilhelm, schwer verw. Kanonier Kühn, Josef, vermißt. Fahrer Sauer, Heinrich, Gefr. Berger, Karl, Kanonier Graf, Anton, l. verw.: [282, 1449, 502, 1530]
handelsblatt-title: Frankfurter Handelsblatt.: [533, 52, 697, 103]
casualty-entry: Stab. Rittm. Frhr. v. Berg, Leutn. d. R. Müller, schwer verw. 1. Esk. Vizewachtm. Fischer, Karl, Untffz. Bauer, Ulan Weber, Hermann, Ulan Schneider, Johann, l. verw. 2. Esk. Gefr. Hoffmann, Wilhelm, Ulan Keller, Georg, tot. 3. Esk. Untffz. Schmidt, Paul, Ulan Wagner, Franz, vermißt. 4. Esk. Sergt. Roth, Heinrich, Gefr. Beck, August, Ulan Frank, Otto, Ulan Hahn, Ernst, l. verw. 2. Batt. Kanonier Lorenz, Friedrich, Kanonier Schuster, Karl, Gefr. Vogel, Emil, tot. 3. Batt. Vizewachtm. Jung, Adolf, Untffz. Busch, Peter, l. verw. Kanonier Engel, Johann, Fahrer Horn, Wilhelm, schwer verw. Kanonier Kühn, Josef, vermißt. Fahrer Sauer, Heinrich, Gefr. Berger, Karl, Kanonier Graf, Anton, l. verw.: [282, 1907, 502, 1988]
casualty-list-continued: [282, 53, 502, 1987]
regiment-heading: Infanterieregiment Nr. 152, Marienburg.: [161, 49, 265, 65]
trade-wire-items: [730, 203, 952, 432]
casualty-entry: Stab. Rittm. Frhr. v. Berg, Leutn. d. R. Müller, schwer verw. 1. Esk. Vizewachtm. Fischer, Karl, Untffz. Bauer, Ulan Weber, Hermann, Ulan Schneider, Johann, l. verw. 2. Esk. Gefr. Hoffmann, Wilhelm, Ulan Keller, Georg, tot. 3. Esk. Untffz. Schmidt, Paul, Ulan Wagner, Franz, vermißt. 4. Esk. Sergt. Roth, Heinrich, Gefr. Beck, August, Ulan Frank, Otto, Ulan Hahn, Ernst, l. verw. 2. Batt. Kanonier Lorenz, Friedrich, Kanonier Schuster, Karl, Gefr. Vogel, Emil, tot. 3. Batt. Vizewachtm. Jung, Adolf, Untffz. Busch, Peter, l. verw. Kanonier Engel, Johann, Fahrer Horn, Wilhelm, schwer verw. Kanonier Kühn, Josef, vermißt. Fahrer Sauer, Heinrich, Gefr. Berger, Karl, Kanonier Graf, Anton, l. verw.: [282, 335, 502, 416]
regiment-heading: Infanterieregiment Nr. 141, Graudenz.: [31, 1163, 135, 1179]
article-paragraph: Die Ausfuhr nach den neutralen Ländern hat sich etwas gehoben. Namentlich nach Holland, der Schweiz und den skandinavischen Staaten sind wieder größere Sendungen abgegangen. Die Zahlungen gehen im allgemeinen pünktlich ein. Auch der Verkehr mit Österreich-Ungarn hat wieder eingesetzt. Die Kohlenförderung hat sich gegen die ersten Kriegswochen erheblich gebessert; die Zechen arbeiten wieder mit etwa 60 bis 70 Prozent ihrer Belegschaft.: [730, 102, 952, 153]
reprint-notice: Wiedergabe der mit * bezeichneten Artikel und der Privat-Depeschen ist unter Wahrung der gesetzlichen Bestimmungen nur mit deutlicher Quellenangabe »Frkf. Ztg.« gestattet.: [511, 107, 719, 128]
theater-listings: [734, 521, 948, 594]
theater-date: Donnerstag den 10. September.: [782, 511, 900, 520]
casualty-entry: 1. Komp. Gefr. Schwan, Otto, Gefr. Moser, Karl, Ldw. Müller, Emil, Res. Weber, Heinrich, Wehrm. Schmitt, Friedrich, l. verw. Res. Kraus, Georg, Fritz, Hermann, Gefr. Koch, August, Ldw. Becker, Wilhelm, schwer verw. 2. Komp. Untffz. Hofmann, Ldw. Braun, Karl, Res. Schäfer, Johann, Wehrm. Richter, Paul, tot. Gefr. Klein, Adam, Res. Wolf, Heinrich, Gefr. Schröder, Otto, l. verw. 3. Komp. Ldw. Neumann, Res. Schwarz, Franz, Gefr. Zimmermann, Jakob, vermißt. Res. Krüger, Ernst, Wehrm. Hartmann, Ludwig, Gefr. Lange, Karl, schwer verw. 4. Komp. Untffz. Werner, Hermann, Res. Schmitz, Peter, Ldw. Krause, Wilhelm, Gefr. Meier, Friedrich, l. verw. Wehrm. Lehmann, Karl, Gefr. Walter, Johann, Res. Köhler, August, tot. Res. Maier, Anton, Gefr. Schulz, Heinrich, Ldw. Herrmann, Adolf, vermißt.: [22, 441, 144, 609]
theater-listing: Darmstadt. Hoftheater: Wilhelm Tell.: [740, 586, 857, 594]
wire-report: London, 8. Sept. (W. B.) Der Londoner Privatdiskont beträgt 3½ pCt. Die Bank von England meldet eine weitere Zunahme ihres Goldbestandes.: [730, 333, 952, 355]
regiment-heading: Infanterieregiment Nr. 2, Calw.: [155, 1726, 271, 1735]
theater-listing: Frankfurt. Opernhaus. Abds. 7 U.: Geschlossen.: [740, 520, 890, 528]
casualty-entry: 1. Komp. Gefr. Schwan, Otto, Gefr. Moser, Karl, Ldw. Müller, Emil, Res. Weber, Heinrich, Wehrm. Schmitt, Friedrich, l. verw. Res. Kraus, Georg, Fritz, Hermann, Gefr. Koch, August, Ldw. Becker, Wilhelm, schwer verw. 2. Komp. Untffz. Hofmann, Ldw. Braun, Karl, Res. Schäfer, Johann, Wehrm. Richter, Paul, tot. Gefr. Klein, Adam, Res. Wolf, Heinrich, Gefr. Schröder, Otto, l. verw. 3. Komp. Ldw. Neumann, Res. Schwarz, Franz, Gefr. Zimmermann, Jakob, vermißt. Res. Krüger, Ernst, Wehrm. Hartmann, Ludwig, Gefr. Lange, Karl, schwer verw. 4. Komp. Untffz. Werner, Hermann, Res. Schmitz, Peter, Ldw. Krause, Wilhelm, Gefr. Meier, Friedrich, l. verw. Wehrm. Lehmann, Karl, Gefr. Walter, Johann, Res. Köhler, August, tot. Res. Maier, Anton, Gefr. Schulz, Heinrich, Ldw. Herrmann, Adolf, vermißt.: [152, 1370, 274, 1539]
regiment-heading: Infanterieregiment Nr. 171, Colmar i. E.: [161, 1167, 265, 1183]
article-continuation: [730, 50, 952, 153]
regiment-heading: Infanterieregiment Nr. 159, Geldern.: [161, 794, 265, 810]
regiment-heading: Füsilierregiment Nr. 86, Flensburg und Sonderburg.: [31, 238, 135, 254]
wire-report: Berlin, 9. Sept. (W. B.) Getreide-Schluß. Weizen per September 248, Roggen 220, Hafer 214. Die Zufuhren vom Lande sind gering.: [730, 378, 952, 394]
casualty-entry: 1. Komp. Gefr. Schwan, Otto, Gefr. Moser, Karl, Ldw. Müller, Emil, Res. Weber, Heinrich, Wehrm. Schmitt, Friedrich, l. verw. Res. Kraus, Georg, Fritz, Hermann, Gefr. Koch, August, Ldw. Becker, Wilhelm, schwer verw. 2. Komp. Untffz. Hofmann, Ldw. Braun, Karl, Res. Schäfer, Johann, Wehrm. Richter, Paul, tot. Gefr. Klein, Adam, Res. Wolf, Heinrich, Gefr. Schröder, Otto, l. verw. 3. Komp. Ldw. Neumann, Res. Schwarz, Franz, Gefr. Zimmermann, Jakob, vermißt. Res. Krüger, Ernst, Wehrm. Hartmann, Ludwig, Gefr. Lange, Karl, schwer verw. 4. Komp. Untffz. Werner, Hermann, Res. Schmitz, Peter, Ldw. Krause, Wilhelm, Gefr. Meier, Friedrich, l. verw. Wehrm. Lehmann, Karl, Gefr. Walter, Johann, Res. Köhler, August, tot. Res. Maier, Anton, Gefr. Schulz, Heinrich, Ldw. Herrmann, Adolf, vermißt.: [152, 252, 274, 420]
casualty-entry: Stab. Rittm. Frhr. v. Berg, Leutn. d. R. Müller, schwer verw. 1. Esk. Vizewachtm. Fischer, Karl, Untffz. Bauer, Ulan Weber, Hermann, Ulan Schneider, Johann, l. verw. 2. Esk. Gefr. Hoffmann, Wilhelm, Ulan Keller, Georg, tot. 3. Esk. Untffz. Schmidt, Paul, Ulan Wagner, Franz, vermißt. 4. Esk. Sergt. Roth, Heinrich, Gefr. Beck, August, Ulan Frank, Otto, Ulan Hahn, Ernst, l. verw. 2. Batt. Kanonier Lorenz, Friedrich, Kanonier Schuster, Karl, Gefr. Vogel, Emil, tot. 3. Batt. Vizewachtm. Jung, Adolf, Untffz. Busch, Peter, l. verw. Kanonier Engel, Johann, Fahrer Horn, Wilhelm, schwer verw. Kanonier Kühn, Josef, vermißt. Fahrer Sauer, Heinrich, Gefr. Berger, Karl, Kanonier Graf, Anton, l. verw.: [282, 610, 502, 691]
regiment-heading: Infanterieregiment Nr. 99 Zabern.: [328, 1806, 456, 1815]
economic-article: Die Notenbank hat in den ersten Kriegswochen ihre Darlehen bedeutend erhöht, und die Notenzirkulation ist entsprechend gestiegen. Dagegen hat sich der Wechselumlauf vermindert, da der Handel vielfach Zahlungen in bar verlangt. Die Darlehenskassen wurden von der Industrie und dem Kleingewerbe in großem Umfange in Anspruch genommen. Die Zahl der Gesuche ist jedoch in der letzten Zeit zurückgegangen, ein Zeichen, daß die Verhältnisse sich gebessert haben. Die Arbeitslosigkeit ist, wie erwartet, erheblich, doch haben die Gemeinden und die Arbeiterorganisationen Vorkehrungen getroffen, um der Not zu steuern. Auch die Heereslieferungen beschäftigen zahlreiche Betriebe, insbesondere die Textil-, Leder- und Konservenindustrie.: [508, 242, 722, 330]
article-paragraph: nommen werden wird, ehe sich die Reichseisenbahnverwaltung bereit erklärt, neue Aufträge zu erteilen. Es handelt sich hierbei vor allem um die Beschaffung von Personen- und Güterwagen, die infolge der Mobilmachung stark in Anspruch genommen worden sind. In den Kreisen der Industrie hofft man, daß die Bestellungen in nächster Zeit erfolgen werden, damit die Werke ihre Belegschaften weiter beschäftigen können.: [730, 50, 952, 101]
regiment-heading: Gardeunteroffiziersschule 2, Berlin-Lichterfelde.: [301, 143, 483, 152]
page-header: [22, 18, 952, 47]
column-rule: [726, 50, 727, 1403]
regiment-heading: Infanterieregiment Nr. 137, Hagenau.: [31, 976, 135, 993]
wire-report: Berlin, 9. Sept. (W. B.) Fruchtmarkt. Weizen 245 bis 252 ℳ, Roggen 218 bis 224 ℳ, Hafer 212 bis 220 ℳ, Gerste 205 bis 215 ℳ per Tonne. Stimmung fest.: [730, 356, 952, 378]
trade-wire-column: [730, 50, 952, 1403]
regiment-heading: Feldartillerieregiment Nr. 66, Lahr.: [326, 1623, 458, 1632]
weather-report-headline: Wetterbericht für Donnerstag den 10. Septbr.: [730, 437, 952, 463]
news-item: London, 8. Sept. (W. B.) Das Kriegsministerium teilt mit, daß die Verlustlisten der britischen Expeditionsarmee fortlaufend veröffentlicht werden sollen.: [282, 2193, 502, 2215]
regiment-heading: Infanterieregiment Nr. 155, Ostrowo und Pleschen.: [161, 421, 265, 438]
regiment-heading: Feldartillerieregiment Nr. 56, Lissa.: [325, 1531, 459, 1540]
casualty-entry: Stab. Rittm. Frhr. v. Berg, Leutn. d. R. Müller, schwer verw. 1. Esk. Vizewachtm. Fischer, Karl, Untffz. Bauer, Ulan Weber, Hermann, Ulan Schneider, Johann, l. verw. 2. Esk. Gefr. Hoffmann, Wilhelm, Ulan Keller, Georg, tot. 3. Esk. Untffz. Schmidt, Paul, Ulan Wagner, Franz, vermißt. 4. Esk. Sergt. Roth, Heinrich, Gefr. Beck, August, Ulan Frank, Otto, Ulan Hahn, Ernst, l. verw. 2. Batt. Kanonier Lorenz, Friedrich, Kanonier Schuster, Karl, Gefr. Vogel, Emil, tot. 3. Batt. Vizewachtm. Jung, Adolf, Untffz. Busch, Peter, l. verw. Kanonier Engel, Johann, Fahrer Horn, Wilhelm, schwer verw. Kanonier Kühn, Josef, vermißt. Fahrer Sauer, Heinrich, Gefr. Berger, Karl, Kanonier Graf, Anton, l. verw.: [282, 244, 502, 325]
economic-article: * Vom rheinisch-westfälischen Eisenmarkt schreibt man uns: Die Lage des westdeutschen Eisenmarktes ist auf unveränderter Grundlage beurteilt. Der Versand ist zwar immer noch durch die Inanspruchnahme der Eisenbahnen für militärische Zwecke beeinträchtigt, doch hat sich der Güterverkehr in den letzten Wochen bedeutend gehoben. Die Werke sind bemüht, den Betrieb soweit als möglich aufrecht zu erhalten, um ihre Arbeiter beschäftigen zu können. Die Nachfrage nach Halbzeug und Stabeisen ist ziemlich lebhaft, zumal für Heereszwecke größere Mengen gebraucht werden. Auch in Trägern und Grobblechen ist das Geschäft befriedigend. Die Preise haben sich bisher gut behauptet, und die Verbände haben die bisherigen Sätze auch für das nächste Vierteljahr beibehalten. Die Aussichten für die nächste Zeit werden im allgemeinen nicht ungünstig beurteilt.: [508, 404, 722, 507]
casualty-entry: 1. Komp. Gefr. Schwan, Otto, Gefr. Moser, Karl, Ldw. Müller, Emil, Res. Weber, Heinrich, Wehrm. Schmitt, Friedrich, l. verw. Res. Kraus, Georg, Fritz, Hermann, Gefr. Koch, August, Ldw. Becker, Wilhelm, schwer verw. 2. Komp. Untffz. Hofmann, Ldw. Braun, Karl, Res. Schäfer, Johann, Wehrm. Richter, Paul, tot. Gefr. Klein, Adam, Res. Wolf, Heinrich, Gefr. Schröder, Otto, l. verw. 3. Komp. Ldw. Neumann, Res. Schwarz, Franz, Gefr. Zimmermann, Jakob, vermißt. Res. Krüger, Ernst, Wehrm. Hartmann, Ludwig, Gefr. Lange, Karl, schwer verw. 4. Komp. Untffz. Werner, Hermann, Res. Schmitz, Peter, Ldw. Krause, Wilhelm, Gefr. Meier, Friedrich, l. verw. Wehrm. Lehmann, Karl, Gefr. Walter, Johann, Res. Köhler, August, tot. Res. Maier, Anton, Gefr. Schulz, Heinrich, Ldw. Herrmann, Adolf, vermißt.: [152, 1736, 274, 1904]
